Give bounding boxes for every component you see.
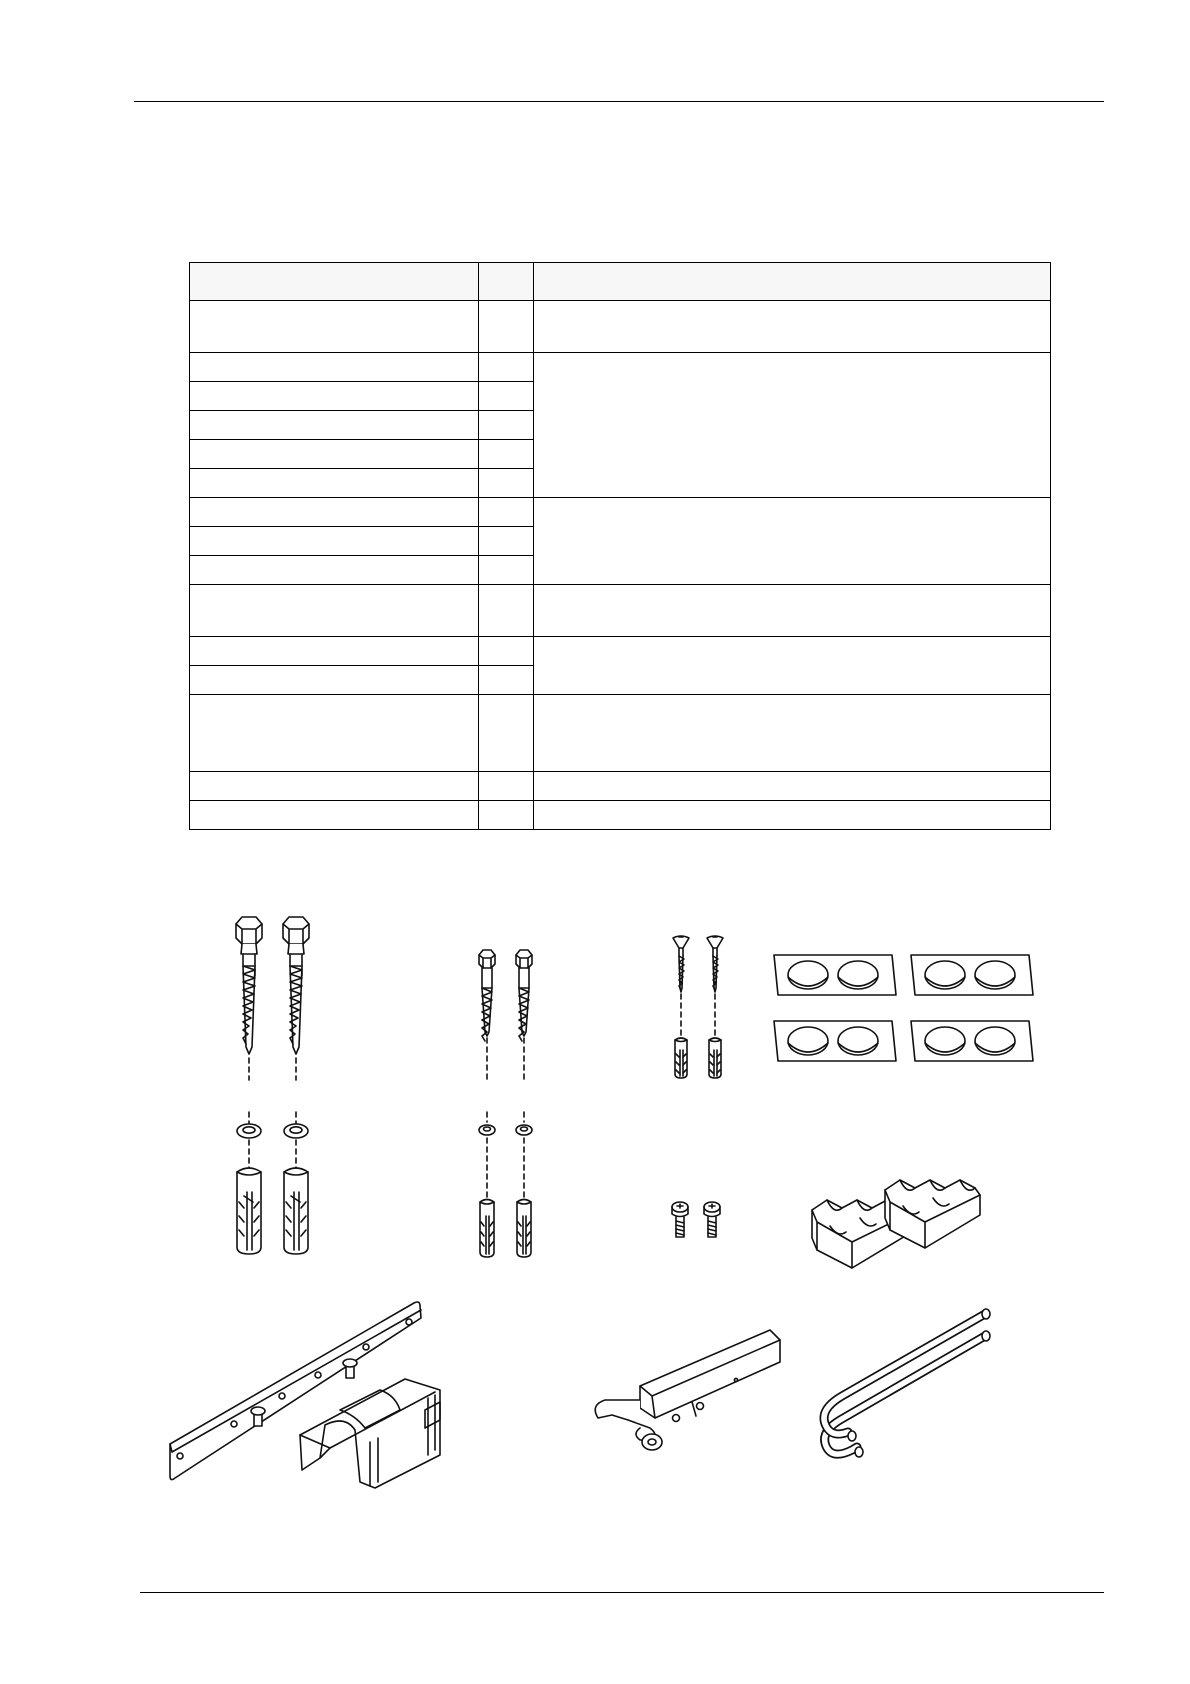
socket-screws [672, 1202, 720, 1237]
footer-rule [140, 1592, 1104, 1593]
support-arm [595, 1330, 780, 1450]
hex-keys [824, 1309, 990, 1457]
mounting-bracket [300, 1379, 440, 1488]
large-lag-screw-set [236, 917, 309, 1254]
felt-pad-sheets [774, 955, 1033, 1061]
rubber-cable-clips [812, 1180, 980, 1268]
wood-screw-set [673, 936, 723, 1078]
small-lag-screw-set [479, 950, 532, 1257]
